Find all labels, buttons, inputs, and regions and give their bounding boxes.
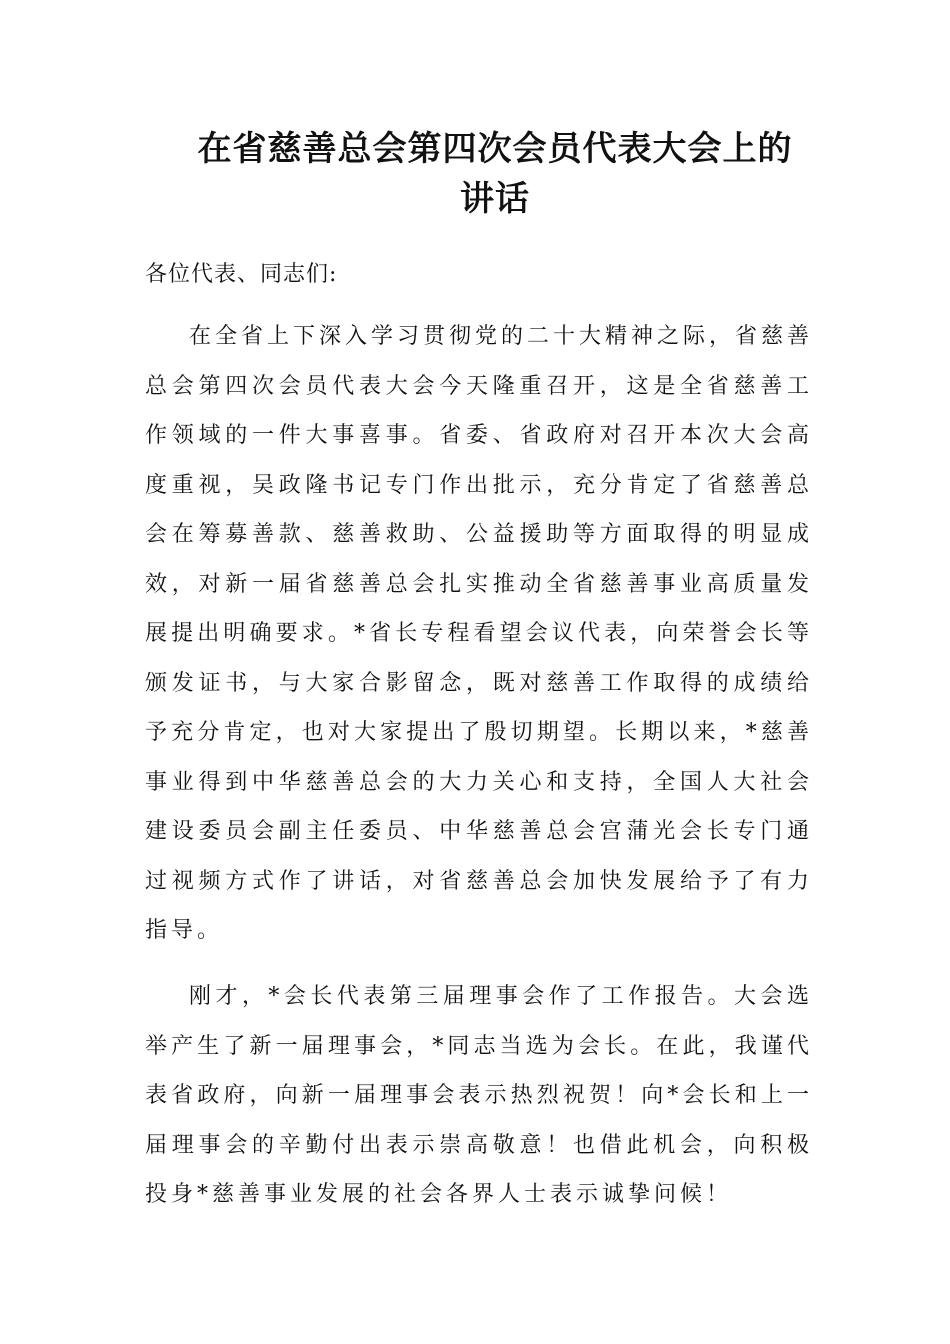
title-line-1: 在省慈善总会第四次会员代表大会上的 [197,129,793,169]
salutation: 各位代表、同志们: [145,262,338,287]
paragraph-2: 刚才，*会长代表第三届理事会作了工作报告。大会选举产生了新一届理事会，*同志当选为会长。在此，我谨代表省政府，向新一届理事会表示热烈祝贺！向*会长和上一届理事会的辛勤付出表示崇高敬意！也借此机会，向积极投身*慈善事业发展的社会各界人士表示诚挚问候！ [145,984,813,1207]
title-line-2: 讲话 [460,179,530,219]
paragraph-1: 在全省上下深入学习贯彻党的二十大精神之际，省慈善总会第四次会员代表大会今天隆重召开，这是全省慈善工作领域的一件大事喜事。省委、省政府对召开本次大会高度重视，吴政隆书记专门作出批示，充分肯定了省慈善总会在筹募善款、慈善救助、公益援助等方面取得的明显成效，对新一届省慈善总会扎实推动全省慈善事业高质量发展提出明确要求。*省长专程看望会议代表，向荣誉会长等颁发证书，与大家合影留念，既对慈善工作取得的成绩给予充分肯定，也对大家提出了殷切期望。长期以来，*慈善事业得到中华慈善总会的大力关心和支持，全国人大社会建设委员会副主任委员、中华慈善总会宫蒲光会长专门通过视频方式作了讲话，对省慈善总会加快发展给予了有力指导。 [145,324,814,943]
document-title [190,124,800,224]
